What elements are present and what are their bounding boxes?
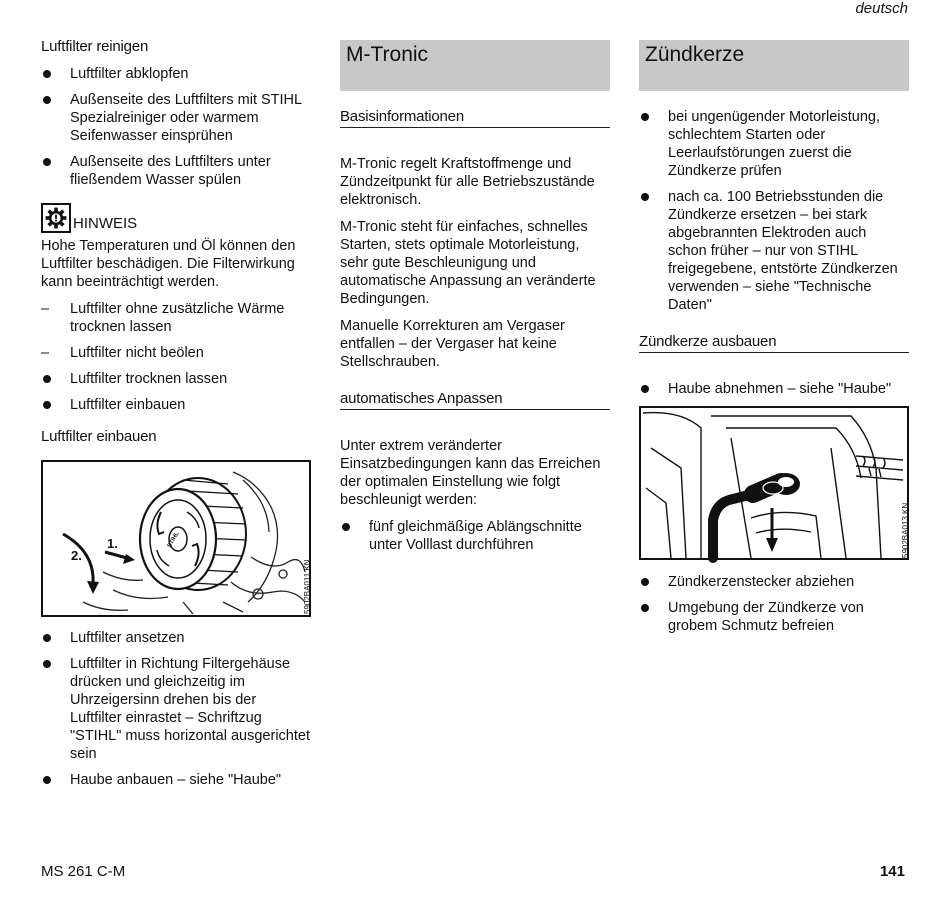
air-filter-figure <box>41 460 311 617</box>
list-item: Luftfilter ansetzen <box>41 629 311 647</box>
list-item: Zündkerzenstecker abziehen <box>639 573 909 591</box>
column-air-filter <box>41 38 311 797</box>
section-title-clean-filter: Luftfilter reinigen <box>41 38 149 55</box>
list-item: Außenseite des Luftfilters unter fließendem Wasser spülen <box>41 153 311 189</box>
list-item: Haube abnehmen – siehe "Haube" <box>639 380 909 398</box>
paragraph: M-Tronic regelt Kraftstoffmenge und Zündzeitpunkt für alle Betriebszustände elektronisch. <box>340 156 595 208</box>
remove-plug-list <box>639 380 909 398</box>
install-filter-list <box>41 629 311 789</box>
model-label: MS 261 C-M <box>41 863 126 880</box>
figure-step-1-label: 1. <box>107 536 118 551</box>
list-item: Luftfilter abklopfen <box>41 65 311 83</box>
list-item: fünf gleichmäßige Ablängschnitte unter Volllast durchführen <box>340 518 610 554</box>
list-item: – Luftfilter nicht beölen <box>41 344 311 362</box>
column-spark-plug <box>639 38 909 643</box>
paragraph: Unter extrem veränderter Einsatzbedingungen kann das Erreichen der optimalen Einstellung wie folgt beschleunigt werden: <box>340 438 601 508</box>
hint-text: Hohe Temperaturen und Öl können den Luftfilter beschädigen. Die Filterwirkung kann beeinträchtigt werden. <box>41 238 296 290</box>
section-title-install-filter: Luftfilter einbauen <box>41 428 157 445</box>
section-heading-m-tronic: M-Tronic <box>340 40 610 91</box>
list-item: Luftfilter in Richtung Filtergehäuse drücken und gleichzeitig im Uhrzeigersinn drehen bis der Luftfilter einrastet – Schriftzug "STIHL" muss horizontal ausgerichtet sein <box>41 655 311 763</box>
section-title-remove-plug: Zündkerze ausbauen <box>639 333 909 353</box>
list-item: Luftfilter trocknen lassen <box>41 370 311 388</box>
paragraph: Manuelle Korrekturen am Vergaser entfallen – der Vergaser hat keine Stellschrauben. <box>340 318 565 370</box>
paragraph: M-Tronic steht für einfaches, schnelles Starten, stets optimale Motorleistung, sehr gute Beschleunigung und automatische Anpassung an veränderte Bedingungen. <box>340 219 596 307</box>
figure-step-2-label: 2. <box>71 548 82 563</box>
list-item: Haube anbauen – siehe "Haube" <box>41 771 311 789</box>
spark-plug-figure <box>639 406 909 560</box>
clean-filter-list <box>41 65 311 189</box>
page-number: 141 <box>879 863 905 880</box>
hint-label: HINWEIS <box>73 215 138 232</box>
filter-logo-text: STIHL <box>166 530 181 550</box>
after-figure-list <box>639 573 909 635</box>
language-label: deutsch <box>855 0 908 17</box>
list-item: nach ca. 100 Betriebsstunden die Zündkerze ersetzen – bei stark abgebrannten Elektroden auch schon früher – nur von STIHL freigegebene, entstörte Zündkerzen verwenden – siehe "Technische Daten" <box>639 188 909 314</box>
list-item: – Luftfilter ohne zusätzliche Wärme trocknen lassen <box>41 300 311 336</box>
hint-list <box>41 300 311 414</box>
section-title-auto-adjust: automatisches Anpassen <box>340 390 610 410</box>
hint-heading <box>41 203 311 233</box>
list-item: Luftfilter einbauen <box>41 396 311 414</box>
section-title-basics: Basisinformationen <box>340 108 610 128</box>
gear-warning-icon <box>41 203 71 233</box>
spark-plug-intro-list <box>639 108 909 314</box>
section-heading-spark-plug: Zündkerze <box>639 40 909 91</box>
figure-code: 5902BA013 KN <box>901 502 910 558</box>
column-m-tronic <box>340 38 610 562</box>
list-item: Umgebung der Zündkerze von grobem Schmutz befreien <box>639 599 909 635</box>
figure-code: 5902BA011 KN <box>303 559 312 614</box>
spark-plug-illustration <box>641 408 907 558</box>
auto-adjust-list <box>340 518 610 554</box>
list-item: Außenseite des Luftfilters mit STIHL Spezialreiniger oder warmem Seifenwasser einsprühen <box>41 91 311 145</box>
list-item: bei ungenügender Motorleistung, schlechtem Starten oder Leerlaufstörungen zuerst die Zündkerze prüfen <box>639 108 909 180</box>
